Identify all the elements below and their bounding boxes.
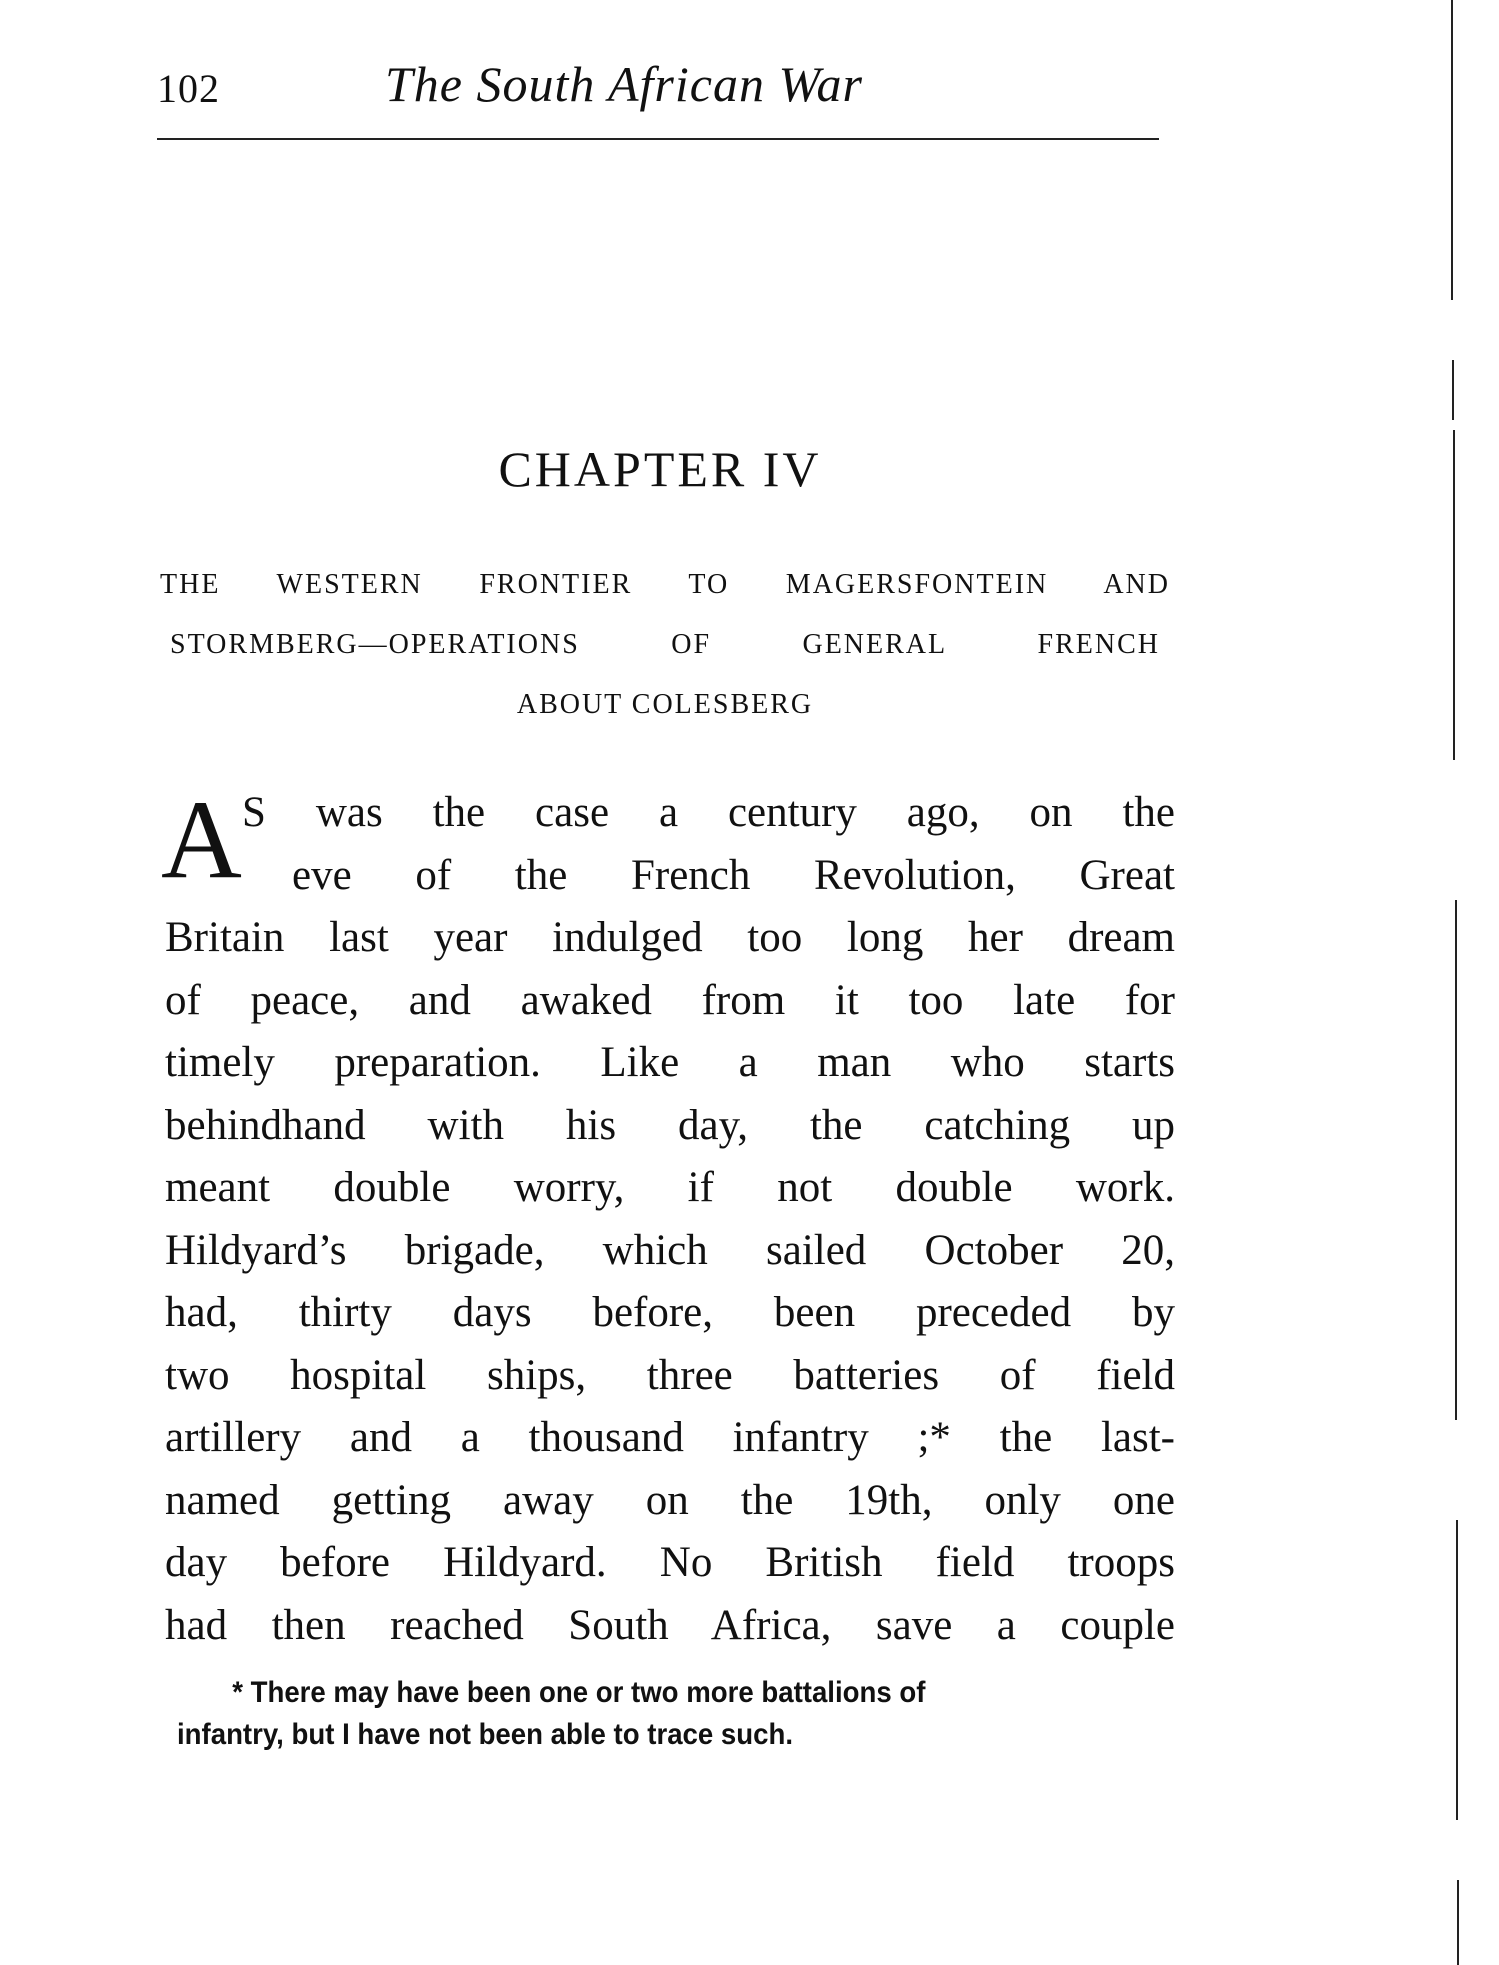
subtitle-line: ABOUT COLESBERG <box>516 689 814 720</box>
subtitle-line: THE WESTERN FRONTIER TO MAGERSFONTEIN AND <box>160 569 1170 600</box>
body-line: Britain last year indulged too long her dream <box>165 914 1175 961</box>
body-line: artillery and a thousand infantry ;* the last- <box>165 1414 1175 1461</box>
body-line: timely preparation. Like a man who starts <box>165 1039 1175 1086</box>
running-title: The South African War <box>385 56 863 112</box>
scan-edge-line <box>1456 1520 1458 1820</box>
body-line: named getting away on the 19th, only one <box>165 1476 1175 1524</box>
header-rule <box>157 138 1159 140</box>
body-line: day before Hildyard. No British field troops <box>165 1539 1175 1586</box>
body-line: Hildyard’s brigade, which sailed October 20, <box>165 1226 1175 1274</box>
footnote-line: infantry, but I have not been able to trace such. <box>177 1718 794 1751</box>
body-line: eve of the French Revolution, Great <box>292 851 1175 899</box>
body-line: of peace, and awaked from it too late for <box>165 976 1175 1024</box>
body-paragraph <box>161 778 1175 1657</box>
scan-edge-line <box>1457 1880 1459 1965</box>
scan-edge-line <box>1453 430 1455 760</box>
scan-edge-line <box>1451 0 1453 300</box>
body-line: behindhand with his day, the catching up <box>165 1101 1175 1149</box>
body-line: had then reached South Africa, save a couple <box>165 1601 1175 1649</box>
page-number: 102 <box>157 66 220 111</box>
body-line: S was the case a century ago, on the <box>242 789 1175 836</box>
scan-edge-line <box>1455 900 1457 1420</box>
footnote-line: * There may have been one or two more battalions of <box>232 1676 926 1709</box>
body-line: meant double worry, if not double work. <box>165 1164 1175 1211</box>
chapter-title: CHAPTER IV <box>498 441 822 497</box>
running-head <box>157 55 1157 125</box>
footnote <box>177 1672 1099 1756</box>
body-line: two hospital ships, three batteries of field <box>165 1351 1175 1399</box>
scan-edge-line <box>1452 360 1454 420</box>
drop-cap: A <box>161 778 242 902</box>
chapter-subtitle <box>160 555 1170 735</box>
subtitle-line: STORMBERG—OPERATIONS OF GENERAL FRENCH <box>170 629 1160 660</box>
body-line: had, thirty days before, been preceded by <box>165 1289 1175 1336</box>
